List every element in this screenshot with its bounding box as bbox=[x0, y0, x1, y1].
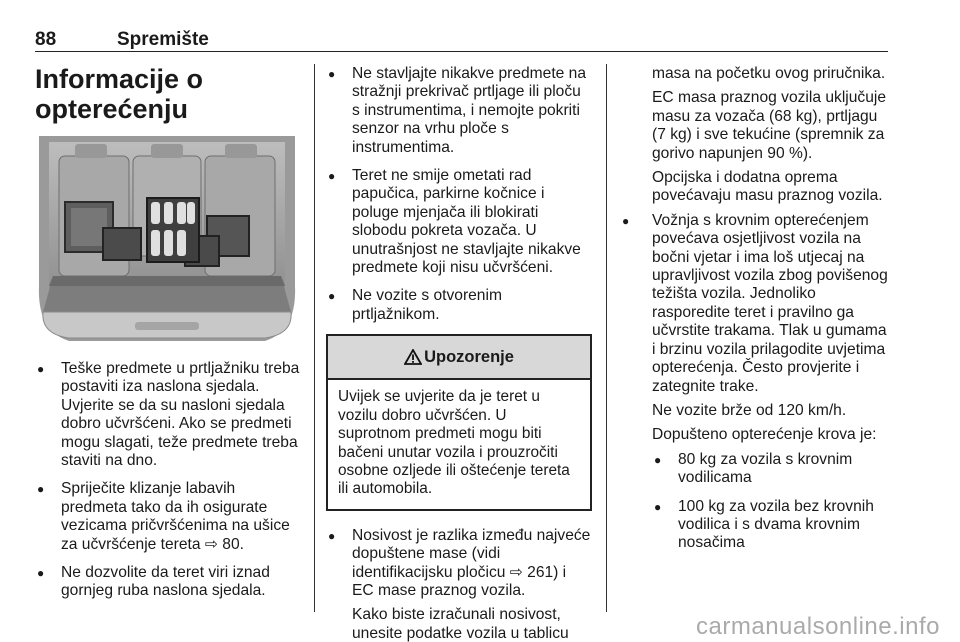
paragraph: Opcijska i dodatna oprema povećavaju masu praznog vozila. bbox=[652, 169, 883, 205]
warning-triangle-icon bbox=[404, 349, 422, 365]
column-left-text bbox=[35, 360, 303, 611]
paragraph: EC masa praznog vozila uključuje masu za vozača (68 kg), prtljagu (7 kg) i sve tekućine (spremnik za gorivo napunjen 90 %). bbox=[652, 89, 887, 162]
warning-box bbox=[326, 334, 592, 510]
car-cargo-illustration bbox=[35, 136, 299, 341]
list-item: ● Ne stavljajte nikakve predmete na stražnji prekrivač prtljage ili ploču s instrumentima, i nemojte pokriti senzor na vrhu ploče s instrumentima. bbox=[326, 65, 592, 157]
list-item: ● Nosivost je razlika između najveće dopuštene mase (vidi identifikacijsku pločicu ⇨ 261) i EC mase praznog vozila. Kako biste izračunali nosivost, unesite podatke vozila u tablicu bbox=[326, 527, 592, 642]
section-title: Spremište bbox=[117, 29, 209, 50]
list-item: ● Spriječite klizanje labavih predmeta tako da ih osigurate vezicama pričvršćenima na ušice za učvršćenje tereta ⇨ 80. bbox=[35, 480, 303, 554]
watermark: carmanualsonline.info bbox=[696, 613, 940, 640]
list-item: ● Vožnja s krovnim opterećenjem povećava osjetljivost vozila na bočni vjetar i ima loš utjecaj na upravljivost vozila zbog povišenog težišta vozila. Jednoliko rasporedite teret i pravilno ga učvrstite trakama. Tlak u gumama i brzinu vozila prilagodite uvjetima opterećenja. Često provjerite i zategnite trake. Ne vozite brže od 120 km/h. Dopušteno opterećenje krova je: ● 80 kg za vozila s krovnim vodilicama ● 100 kg za vozila bez krovnih vodilica i s dvama krovnim nosačima bbox=[620, 212, 890, 553]
column-divider bbox=[314, 64, 315, 612]
page-title: Informacije o opterećenju bbox=[35, 64, 204, 124]
list-item: ● Ne dozvolite da teret viri iznad gornjeg ruba naslona sjedala. bbox=[35, 564, 303, 601]
column-middle bbox=[326, 65, 592, 642]
column-left bbox=[35, 52, 303, 124]
column-right bbox=[620, 65, 890, 563]
column-divider bbox=[606, 64, 607, 612]
warning-heading: Upozorenje bbox=[328, 336, 590, 380]
list-item: ● Teret ne smije ometati rad papučica, parkirne kočnice i poluge mjenjača ili blokirati slobodu pokreta vozača. U unutrašnjost ne stavljajte nikakve predmete koji nisu učvršćeni. bbox=[326, 167, 592, 277]
sub-list-item: ● 100 kg za vozila bez krovnih vodilica i s dvama krovnim nosačima bbox=[652, 498, 890, 553]
warning-text: Uvijek se uvjerite da je teret u vozilu dobro učvršćen. U suprotnom predmeti mogu biti bačeni unutar vozila i prouzročiti osobne ozljede ili oštećenje tereta ili automobila. bbox=[338, 388, 570, 498]
page-header bbox=[35, 26, 888, 52]
page-number: 88 bbox=[35, 29, 57, 50]
sub-list-item: ● 80 kg za vozila s krovnim vodilicama bbox=[652, 451, 890, 488]
list-item: ● Teške predmete u prtljažniku treba postaviti iza naslona sjedala. Uvjerite se da su nasloni sjedala dobro učvršćeni. Ako se predmeti mogu slagati, teže predmete treba staviti na dno. bbox=[35, 360, 303, 470]
paragraph: masa na početku ovog priručnika. bbox=[652, 65, 886, 82]
list-item: ● Ne vozite s otvorenim prtljažnikom. bbox=[326, 287, 592, 324]
